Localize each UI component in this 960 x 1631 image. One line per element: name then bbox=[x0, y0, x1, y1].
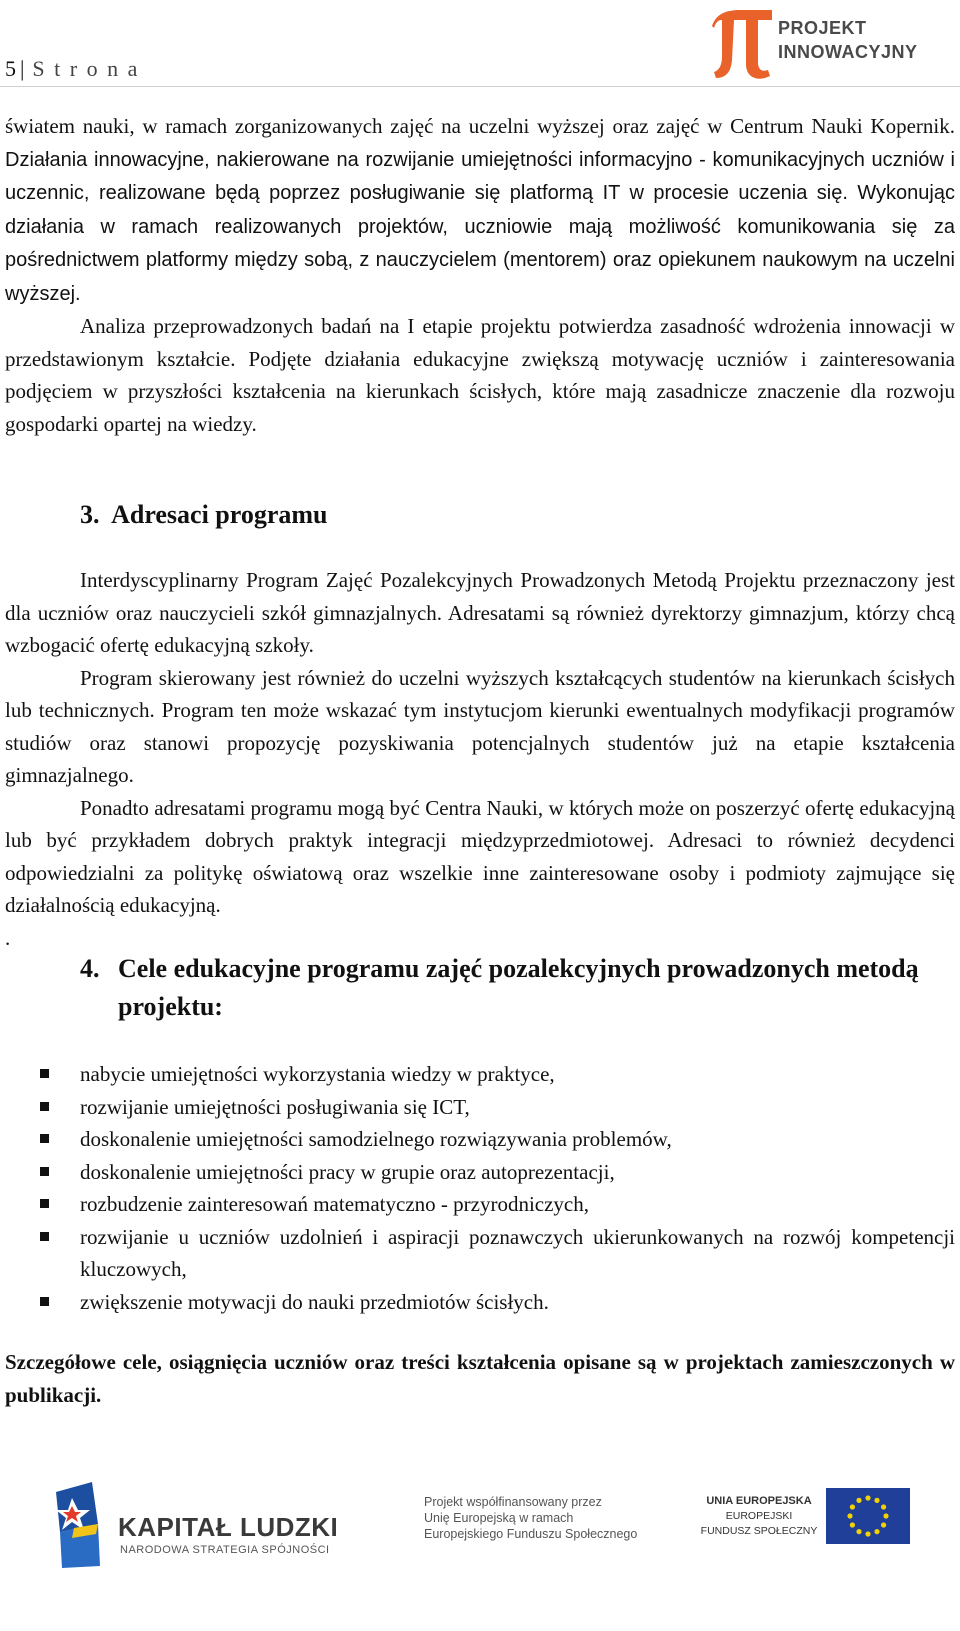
bullet-square-icon bbox=[40, 1069, 49, 1078]
section-3-paragraph-3: Ponadto adresatami programu mogą być Centra Nauki, w których może on poszerzyć ofertę edukacyjną lub być przykładem dobrych praktyk integracji międzyprzedmiotowej. Adresaci to również decydenci odpowiedzialni za politykę oświatową oraz wszelkie inne zainteresowane osoby i podmioty zajmujące się działalnością edukacyjną. bbox=[5, 795, 955, 917]
bullet-square-icon bbox=[40, 1199, 49, 1208]
page-number bbox=[5, 56, 139, 82]
paragraph-intro bbox=[5, 110, 955, 310]
list-item bbox=[0, 1188, 960, 1221]
list-item-text: zwiększenie motywacji do nauki przedmiotów ścisłych. bbox=[80, 1289, 549, 1314]
projekt-innowacyjny-logo bbox=[706, 4, 960, 82]
cofinancing-line-3: Europejskiego Funduszu Społecznego bbox=[424, 1527, 638, 1541]
list-item-text: rozwijanie umiejętności posługiwania się ICT, bbox=[80, 1094, 470, 1119]
kapital-ludzki-emblem-icon bbox=[52, 1482, 104, 1568]
list-item bbox=[0, 1221, 960, 1286]
kapital-ludzki-logo bbox=[52, 1482, 352, 1582]
section-3-paragraph-2: Program skierowany jest również do uczelni wyższych kształcących studentów na kierunkach ścisłych lub technicznych. Program ten może wskazać tym instytucjom kierunki ewentualnych modyfikacji programów studiów oraz stanowi propozycję pozyskiwania potencjalnych studentów już na etapie kształcenia gimnazjalnego. bbox=[5, 665, 955, 787]
kapital-ludzki-title: KAPITAŁ LUDZKI bbox=[118, 1512, 339, 1542]
bullet-square-icon bbox=[40, 1134, 49, 1143]
goals-list bbox=[0, 1058, 960, 1318]
paragraph-intro-sans: Działania innowacyjne, nakierowane na rozwijanie umiejętności informacyjno - komunikacyjnych uczniów i uczennic, realizowane będą poprzez posługiwanie się platformą IT w procesie uczenia się. Wykonując działania w ramach realizowanych projektów, uczniowie mają możliwość komunikowania się za pośrednictwem platformy między sobą, z nauczycielem (mentorem) oraz opiekunem naukowym na uczelni wyższej. bbox=[5, 148, 955, 305]
eu-line-2: EUROPEJSKI bbox=[725, 1510, 793, 1522]
header-divider bbox=[0, 86, 960, 87]
paragraph-analysis: Analiza przeprowadzonych badań na I etapie projektu potwierdza zasadność wdrożenia innowacji w przedstawionym kształcie. Podjęte działania edukacyjne zwiększą motywację uczniów i zainteresowania podjęciem w przyszłości kształcenia na kierunkach ścisłych, które mają zasadnicze znaczenie dla rozwoju gospodarki opartej na wiedzy. bbox=[5, 314, 955, 436]
final-note: Szczegółowe cele, osiągnięcia uczniów oraz treści kształcenia opisane są w projektach zamieszczonych w publikacji. bbox=[5, 1350, 955, 1407]
cofinancing-line-1: Projekt współfinansowany przez bbox=[424, 1495, 602, 1509]
logo-line-1: PROJEKT bbox=[778, 18, 867, 38]
page-word: S t r o n a bbox=[32, 56, 140, 81]
list-item-text: doskonalenie umiejętności samodzielnego rozwiązywania problemów, bbox=[80, 1127, 672, 1151]
bullet-square-icon bbox=[40, 1102, 49, 1111]
section-3-number: 3. bbox=[80, 500, 100, 529]
cofinancing-note bbox=[424, 1494, 664, 1542]
section-3-paragraph-1: Interdyscyplinarny Program Zajęć Pozalekcyjnych Prowadzonych Metodą Projektu przeznaczony jest dla uczniów oraz nauczycieli szkół gimnazjalnych. Adresatami są również dyrektorzy gimnazjum, którzy chcą wzbogacić ofertę edukacyjną szkoły. bbox=[5, 568, 955, 657]
section-4-number: 4. bbox=[80, 954, 100, 983]
logo-line-2: INNOWACYJNY bbox=[778, 42, 918, 62]
bullet-square-icon bbox=[40, 1297, 49, 1306]
page-footer bbox=[0, 1460, 960, 1631]
kapital-ludzki-subtitle: NARODOWA STRATEGIA SPÓJNOŚCI bbox=[120, 1544, 330, 1556]
list-item-text: rozbudzenie zainteresowań matematyczno - przyrodniczych, bbox=[80, 1192, 590, 1216]
list-item-text: doskonalenie umiejętności pracy w grupie oraz autoprezentacji, bbox=[80, 1159, 615, 1184]
eu-line-3: FUNDUSZ SPOŁECZNY bbox=[700, 1525, 818, 1537]
eu-line-1: UNIA EUROPEJSKA bbox=[706, 1495, 812, 1507]
list-item-text: nabycie umiejętności wykorzystania wiedzy w praktyce, bbox=[80, 1062, 555, 1086]
section-3-heading bbox=[80, 496, 328, 534]
paragraph-intro-serif: światem nauki, w ramach zorganizowanych zajęć na uczelni wyższej oraz zajęć w Centrum Nauki Kopernik. bbox=[5, 114, 955, 138]
list-item bbox=[0, 1123, 960, 1156]
page-number-value: 5 bbox=[5, 56, 18, 81]
section-4-title: Cele edukacyjne programu zajęć pozalekcyjnych prowadzonych metodą projektu: bbox=[118, 954, 919, 1021]
list-item bbox=[0, 1286, 960, 1319]
bullet-square-icon bbox=[40, 1167, 49, 1176]
eu-flag-icon bbox=[826, 1488, 910, 1544]
list-item bbox=[0, 1156, 960, 1189]
cofinancing-line-2: Unię Europejską w ramach bbox=[424, 1511, 574, 1525]
bullet-square-icon bbox=[40, 1232, 49, 1241]
page-number-separator: | bbox=[20, 56, 27, 81]
list-item bbox=[0, 1091, 960, 1124]
eu-logo bbox=[700, 1494, 950, 1554]
document-body bbox=[5, 110, 955, 440]
page-header bbox=[0, 0, 960, 88]
logo-text bbox=[778, 16, 918, 64]
section-3-dot: . bbox=[5, 925, 11, 950]
list-item-text: rozwijanie u uczniów uzdolnień i aspiracji poznawczych ukierunkowanych na rozwój kompetencji kluczowych, bbox=[80, 1224, 955, 1281]
section-3-title: Adresaci programu bbox=[111, 500, 328, 529]
section-3-body bbox=[5, 564, 955, 954]
list-item bbox=[0, 1058, 960, 1091]
pi-icon bbox=[706, 4, 776, 80]
eu-text bbox=[700, 1494, 818, 1539]
